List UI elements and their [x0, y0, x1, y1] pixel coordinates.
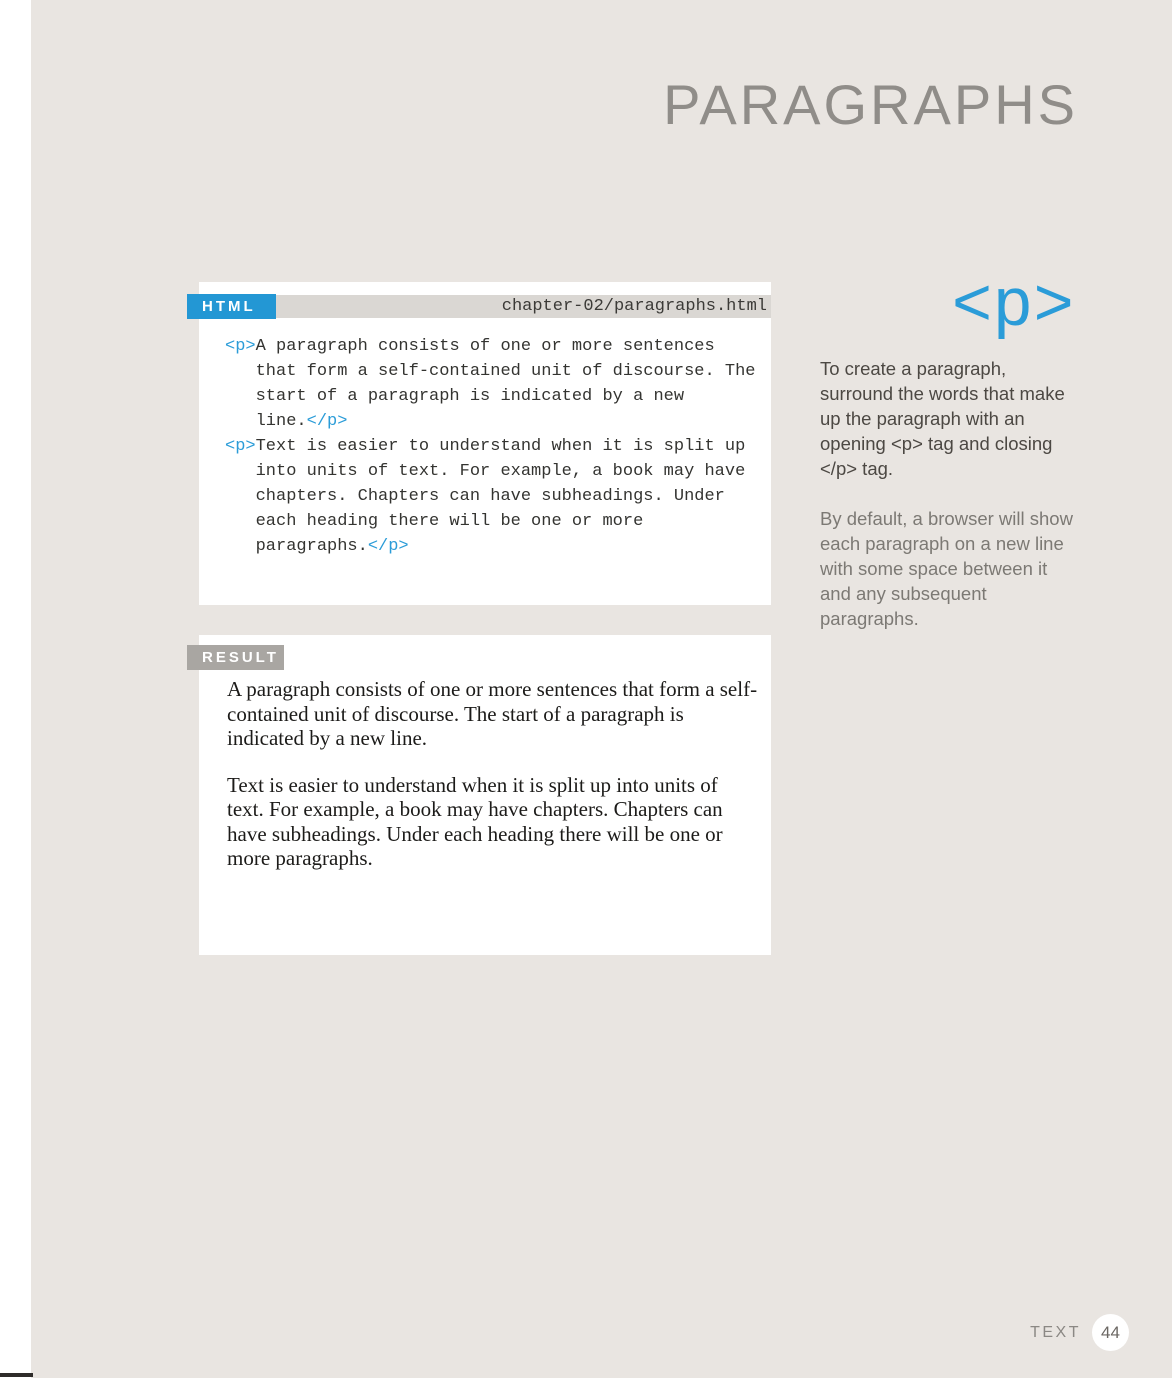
code-text-token: A paragraph consists of one or more sentences — [255, 337, 715, 356]
code-panel — [199, 282, 771, 605]
result-rendered-output — [227, 677, 759, 893]
sidebar — [820, 270, 1076, 631]
result-paragraph: A paragraph consists of one or more sentences that form a self-contained unit of discourse. The start of a paragraph is indicated by a new line. — [227, 677, 758, 750]
code-line — [225, 359, 756, 384]
code-tag-token: <p> — [225, 437, 256, 456]
page-number: 44 — [1101, 1322, 1120, 1342]
code-text-token: into units of text. For example, a book may have — [225, 462, 746, 481]
code-line — [225, 509, 756, 534]
result-panel — [199, 635, 771, 955]
code-text-token: Text is easier to understand when it is split up — [255, 437, 746, 456]
page-number-badge — [1092, 1314, 1129, 1351]
code-label-row — [199, 295, 771, 318]
page-title: PARAGRAPHS — [663, 73, 1078, 136]
code-line — [225, 409, 756, 434]
sidebar-paragraph-primary: To create a paragraph, surround the words that make up the paragraph with an opening <p> tag and closing </p> tag. — [820, 358, 1065, 479]
code-text-token: chapters. Chapters can have subheadings. Under — [225, 487, 725, 506]
result-label: RESULT — [202, 649, 279, 666]
code-filename: chapter-02/paragraphs.html — [501, 297, 767, 316]
code-text-token: line. — [225, 412, 307, 431]
code-line — [225, 534, 756, 559]
result-label-tab — [187, 645, 284, 670]
code-line — [225, 434, 756, 459]
code-tag-token: </p> — [306, 412, 348, 431]
code-block — [225, 334, 756, 559]
code-tag-token: <p> — [225, 337, 256, 356]
p-element-glyph: <p> — [951, 269, 1074, 346]
result-paragraph: Text is easier to understand when it is split up into units of text. For example, a book may have chapters. Chapters can have subheadings. Under each heading there will be one or more paragraphs. — [227, 772, 723, 870]
code-line — [225, 459, 756, 484]
html-label: HTML — [202, 298, 256, 315]
code-tag-token: </p> — [367, 537, 409, 556]
sidebar-paragraph-secondary: By default, a browser will show each paragraph on a new line with some space between it and any subsequent paragraphs. — [820, 508, 1073, 629]
code-text-token: paragraphs. — [225, 537, 368, 556]
code-line — [225, 384, 756, 409]
code-text-token: that form a self-contained unit of discourse. The — [225, 362, 756, 381]
html-label-tab — [187, 294, 276, 319]
code-text-token: start of a paragraph is indicated by a new — [225, 387, 685, 406]
code-line — [225, 334, 756, 359]
footer-section-label: TEXT — [1030, 1324, 1081, 1341]
code-text-token: each heading there will be one or more — [225, 512, 644, 531]
left-margin-strip — [0, 0, 31, 1378]
corner-registration-mark — [0, 1373, 33, 1377]
code-line — [225, 484, 756, 509]
